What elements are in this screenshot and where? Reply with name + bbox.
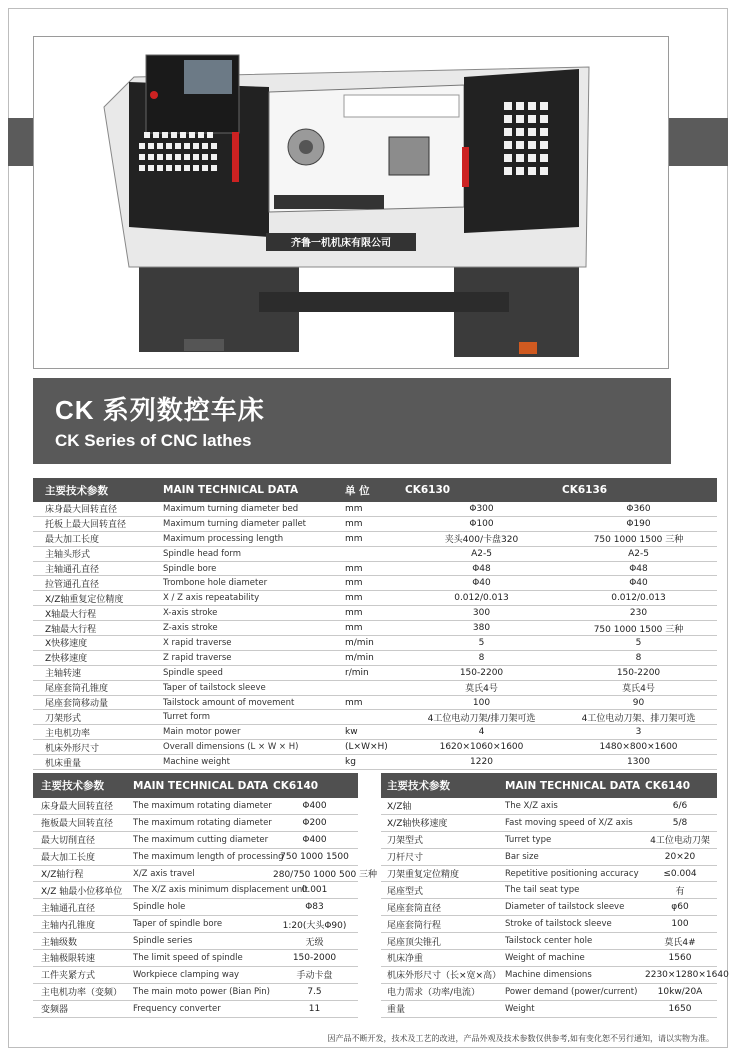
cell-unit: mm [343, 576, 403, 591]
cell-unit: (L×W×H) [343, 740, 403, 755]
table-header-row [33, 773, 358, 798]
header-spec-cn: 主要技术参数 [33, 773, 131, 798]
cell-v1: Φ300 [403, 502, 560, 516]
cell-v: Φ83 [271, 899, 358, 916]
table-row [33, 933, 358, 950]
cell-v2: 5 [560, 636, 717, 651]
table-row [33, 502, 717, 516]
cell-en: Spindle speed [161, 665, 343, 680]
cell-en: Bar size [503, 848, 643, 865]
table-row [33, 755, 717, 770]
cell-cn: 最大加工长度 [33, 531, 161, 546]
cell-unit: mm [343, 695, 403, 710]
cell-v2: 3 [560, 725, 717, 740]
cell-cn: X快移速度 [33, 636, 161, 651]
header-spec-cn: 主要技术参数 [381, 773, 503, 798]
cell-en: Spindle hole [131, 899, 271, 916]
table-row [381, 950, 717, 967]
cell-v: 有 [643, 882, 717, 899]
table-row [33, 680, 717, 695]
cell-cn: X/Z 轴最小位移单位 [33, 882, 131, 899]
cell-v: Φ400 [271, 798, 358, 814]
cell-v1: A2-5 [403, 546, 560, 561]
cell-v: 150-2000 [271, 950, 358, 967]
cell-v1: 4工位电动刀架/排刀架可选 [403, 710, 560, 725]
cell-cn: 主电机功率 [33, 725, 161, 740]
table-row [381, 1000, 717, 1017]
cell-cn: 机床重量 [33, 755, 161, 770]
table-row [33, 798, 358, 814]
cell-en: The limit speed of spindle [131, 950, 271, 967]
cell-cn: 电力需求（功率/电流） [381, 983, 503, 1000]
cell-v1: Φ100 [403, 516, 560, 531]
cell-en: Maximum turning diameter bed [161, 502, 343, 516]
cell-cn: 机床外形尺寸（长×宽×高） [381, 966, 503, 983]
cell-cn: 刀架型式 [381, 831, 503, 848]
cell-en: X/Z axis travel [131, 865, 271, 882]
cell-unit [343, 546, 403, 561]
header-unit: 单 位 [343, 478, 403, 502]
table-row [33, 1000, 358, 1017]
cell-en: The maximum rotating diameter [131, 798, 271, 814]
cell-cn: 工件夹紧方式 [33, 966, 131, 983]
cell-v: 280/750 1000 500 三种 [271, 865, 358, 882]
cell-en: The maximum cutting diameter [131, 831, 271, 848]
cell-v1: 380 [403, 621, 560, 636]
cell-v: 5/8 [643, 814, 717, 831]
cell-unit [343, 680, 403, 695]
table-row [381, 916, 717, 933]
table-row [381, 882, 717, 899]
cell-v2: 0.012/0.013 [560, 591, 717, 606]
table-row [33, 650, 717, 665]
cell-en: Fast moving speed of X/Z axis [503, 814, 643, 831]
table-row [33, 665, 717, 680]
table-row [381, 966, 717, 983]
right-gray-bar [669, 118, 728, 166]
cell-cn: Z轴最大行程 [33, 621, 161, 636]
cell-unit: m/min [343, 650, 403, 665]
cell-cn: 刀杆尺寸 [381, 848, 503, 865]
cell-en: X-axis stroke [161, 606, 343, 621]
table-row [33, 916, 358, 933]
header-model: CK6140 [271, 773, 358, 798]
cell-cn: 尾座型式 [381, 882, 503, 899]
cell-unit: mm [343, 516, 403, 531]
cell-en: Z-axis stroke [161, 621, 343, 636]
cell-v: 750 1000 1500 [271, 848, 358, 865]
cell-v: 10kw/20A [643, 983, 717, 1000]
table-row [33, 710, 717, 725]
table-row [33, 740, 717, 755]
cell-unit: kw [343, 725, 403, 740]
cell-en: Repetitive positioning accuracy [503, 865, 643, 882]
cell-cn: X轴最大行程 [33, 606, 161, 621]
cell-en: Machine weight [161, 755, 343, 770]
cell-en: Power demand (power/current) [503, 983, 643, 1000]
cell-v: 手动卡盘 [271, 966, 358, 983]
cell-cn: 主轴极限转速 [33, 950, 131, 967]
header-spec-cn: 主要技术参数 [33, 478, 161, 502]
cell-en: Spindle head form [161, 546, 343, 561]
table-row [381, 865, 717, 882]
header-model-2: CK6136 [560, 478, 717, 502]
cell-v: Φ200 [271, 814, 358, 831]
cell-v: Φ400 [271, 831, 358, 848]
cell-unit: m/min [343, 636, 403, 651]
table-row [381, 899, 717, 916]
cell-cn: X/Z轴 [381, 798, 503, 814]
cell-en: Weight [503, 1000, 643, 1017]
cell-en: Weight of machine [503, 950, 643, 967]
cell-cn: 床身最大回转直径 [33, 798, 131, 814]
cell-v2: 750 1000 1500 三种 [560, 531, 717, 546]
series-title-band [33, 378, 671, 464]
header-spec-en: MAIN TECHNICAL DATA [161, 478, 343, 502]
cell-v: 100 [643, 916, 717, 933]
table-row [381, 814, 717, 831]
table-row [33, 636, 717, 651]
cell-v1: 莫氏4号 [403, 680, 560, 695]
ck6140-table-right [381, 773, 729, 1018]
cell-en: The maximum rotating diameter [131, 814, 271, 831]
cell-en: Tailstock center hole [503, 933, 643, 950]
cell-en: Tailstock amount of movement [161, 695, 343, 710]
cell-en: Frequency converter [131, 1000, 271, 1017]
cell-en: X / Z axis repeatability [161, 591, 343, 606]
cell-en: Overall dimensions (L × W × H) [161, 740, 343, 755]
cell-en: Workpiece clamping way [131, 966, 271, 983]
cell-v2: 莫氏4号 [560, 680, 717, 695]
table-header-row [381, 773, 717, 798]
cell-v: 1560 [643, 950, 717, 967]
cell-cn: 拖板最大回转直径 [33, 814, 131, 831]
table-row [33, 725, 717, 740]
table-row [33, 531, 717, 546]
cell-cn: 尾座顶尖锥孔 [381, 933, 503, 950]
table-row [33, 621, 717, 636]
cell-v: φ60 [643, 899, 717, 916]
series-title-en: CK Series of CNC lathes [55, 431, 252, 450]
header-spec-en: MAIN TECHNICAL DATA [503, 773, 643, 798]
cell-v1: 0.012/0.013 [403, 591, 560, 606]
cell-cn: 最大加工长度 [33, 848, 131, 865]
cell-en: The tail seat type [503, 882, 643, 899]
table-header-row [33, 478, 717, 502]
cell-unit: mm [343, 502, 403, 516]
series-title-cn: CK 系列数控车床 [55, 395, 265, 425]
cell-v1: 1220 [403, 755, 560, 770]
ck6140-table-left [33, 773, 378, 1018]
main-spec-table [33, 478, 717, 770]
table-row [33, 983, 358, 1000]
cell-cn: 变频器 [33, 1000, 131, 1017]
cell-unit: mm [343, 606, 403, 621]
cell-en: Turret form [161, 710, 343, 725]
cell-cn: 尾座套筒移动量 [33, 695, 161, 710]
cell-cn: Z快移速度 [33, 650, 161, 665]
cell-v2: 4工位电动刀架、排刀架可选 [560, 710, 717, 725]
cell-v1: 5 [403, 636, 560, 651]
cell-cn: 尾座套筒直径 [381, 899, 503, 916]
table-row [33, 950, 358, 967]
cell-en: Trombone hole diameter [161, 576, 343, 591]
table-row [33, 899, 358, 916]
cell-cn: 主轴通孔直径 [33, 899, 131, 916]
header-model: CK6140 [643, 773, 717, 798]
table-row [33, 546, 717, 561]
cell-en: Taper of spindle bore [131, 916, 271, 933]
cell-v2: 1480×800×1600 [560, 740, 717, 755]
table-row [33, 865, 358, 882]
cell-unit: kg [343, 755, 403, 770]
cell-cn: 刀架形式 [33, 710, 161, 725]
table-row [33, 606, 717, 621]
company-plate-text: 齐鲁一机机床有限公司 [291, 238, 391, 249]
cell-v2: 8 [560, 650, 717, 665]
cell-cn: 床身最大回转直径 [33, 502, 161, 516]
cell-en: Spindle series [131, 933, 271, 950]
cell-cn: X/Z轴快移速度 [381, 814, 503, 831]
cell-v2: 1300 [560, 755, 717, 770]
cell-en: Machine dimensions [503, 966, 643, 983]
table-row [33, 591, 717, 606]
cell-en: Spindle bore [161, 561, 343, 576]
cell-cn: X/Z轴行程 [33, 865, 131, 882]
cell-v: 2230×1280×1640 [643, 966, 717, 983]
cell-v2: 90 [560, 695, 717, 710]
cell-cn: 主轴通孔直径 [33, 561, 161, 576]
cell-cn: 主轴级数 [33, 933, 131, 950]
cell-cn: 主电机功率（变频） [33, 983, 131, 1000]
table-row [33, 561, 717, 576]
cell-v: ≤0.004 [643, 865, 717, 882]
cell-v2: 230 [560, 606, 717, 621]
cell-en: Maximum processing length [161, 531, 343, 546]
cell-v1: 4 [403, 725, 560, 740]
table-row [33, 966, 358, 983]
cell-en: Diameter of tailstock sleeve [503, 899, 643, 916]
table-row [381, 933, 717, 950]
cell-unit: mm [343, 531, 403, 546]
machine-photo [33, 36, 669, 369]
table-row [33, 831, 358, 848]
cell-v: 莫氏4# [643, 933, 717, 950]
cell-v1: 100 [403, 695, 560, 710]
cell-v2: 750 1000 1500 三种 [560, 621, 717, 636]
cell-cn: 主轴头形式 [33, 546, 161, 561]
cell-en: Taper of tailstock sleeve [161, 680, 343, 695]
cell-unit: mm [343, 561, 403, 576]
cell-v: 无级 [271, 933, 358, 950]
cell-cn: 刀架重复定位精度 [381, 865, 503, 882]
cell-v: 6/6 [643, 798, 717, 814]
cell-v2: Φ190 [560, 516, 717, 531]
table-row [381, 983, 717, 1000]
table-row [381, 848, 717, 865]
table-row [381, 798, 717, 814]
cell-v1: Φ40 [403, 576, 560, 591]
cell-v1: 1620×1060×1600 [403, 740, 560, 755]
cell-v2: Φ360 [560, 502, 717, 516]
cell-en: X rapid traverse [161, 636, 343, 651]
cell-cn: 主轴内孔锥度 [33, 916, 131, 933]
cell-v: 1650 [643, 1000, 717, 1017]
cell-v: 1:20(大头Φ90) [271, 916, 358, 933]
cell-cn: 机床外形尺寸 [33, 740, 161, 755]
cell-cn: 最大切削直径 [33, 831, 131, 848]
cell-en: The main moto power (Bian Pin) [131, 983, 271, 1000]
cell-unit: mm [343, 591, 403, 606]
table-row [381, 831, 717, 848]
cell-unit: r/min [343, 665, 403, 680]
table-row [33, 516, 717, 531]
cell-en: Z rapid traverse [161, 650, 343, 665]
cell-v2: A2-5 [560, 546, 717, 561]
cell-cn: 尾座套筒孔锥度 [33, 680, 161, 695]
cell-cn: 托板上最大回转直径 [33, 516, 161, 531]
cell-unit: mm [343, 621, 403, 636]
cell-v: 7.5 [271, 983, 358, 1000]
cell-en: Turret type [503, 831, 643, 848]
table-row [33, 695, 717, 710]
table-row [33, 814, 358, 831]
header-model-1: CK6130 [403, 478, 560, 502]
cell-v2: 150-2200 [560, 665, 717, 680]
left-gray-bar [8, 118, 33, 166]
cnc-lathe-illustration [34, 37, 670, 370]
cell-en: Main motor power [161, 725, 343, 740]
header-spec-en: MAIN TECHNICAL DATA [131, 773, 271, 798]
cell-en: The X/Z axis minimum displacement unit [131, 882, 271, 899]
cell-v: 20×20 [643, 848, 717, 865]
cell-cn: 机床净重 [381, 950, 503, 967]
cell-cn: X/Z轴重复定位精度 [33, 591, 161, 606]
cell-v1: 8 [403, 650, 560, 665]
cell-cn: 尾座套筒行程 [381, 916, 503, 933]
cell-cn: 主轴转速 [33, 665, 161, 680]
cell-v1: 300 [403, 606, 560, 621]
cell-v1: Φ48 [403, 561, 560, 576]
cell-en: The maximum length of processing [131, 848, 271, 865]
cell-v2: Φ40 [560, 576, 717, 591]
cell-cn: 拉管通孔直径 [33, 576, 161, 591]
cell-v1: 150-2200 [403, 665, 560, 680]
cell-en: Maximum turning diameter pallet [161, 516, 343, 531]
cell-en: Stroke of tailstock sleeve [503, 916, 643, 933]
table-row [33, 848, 358, 865]
cell-v2: Φ48 [560, 561, 717, 576]
cell-en: The X/Z axis [503, 798, 643, 814]
cell-v1: 夹头400/卡盘320 [403, 531, 560, 546]
cell-v: 11 [271, 1000, 358, 1017]
table-row [33, 576, 717, 591]
cell-v: 0.001 [271, 882, 358, 899]
table-row [33, 882, 358, 899]
disclaimer-footnote: 因产品不断开发，技术及工艺的改进，产品外观及技术参数仅供参考,如有变化恕不另行通知，请以实物为准。 [327, 1034, 714, 1043]
cell-unit [343, 710, 403, 725]
cell-cn: 重量 [381, 1000, 503, 1017]
cell-v: 4工位电动刀架 [643, 831, 717, 848]
